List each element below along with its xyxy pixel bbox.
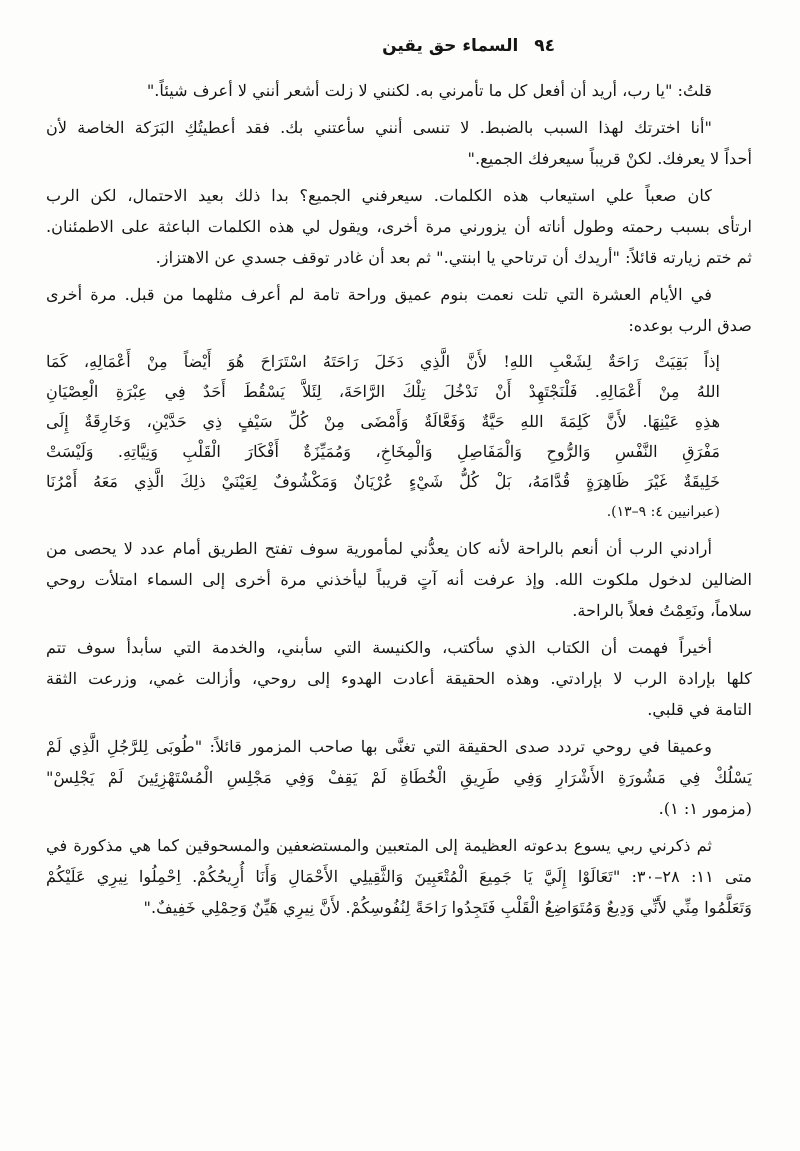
- scripture-reference: (عبرانيين ٤: ٩–١٣).: [606, 504, 720, 520]
- page-body: [46, 75, 752, 929]
- text-line: الضالين لدخول ملكوت الله. وإذ عرفت أنه آتٍ قريباً ليأخذني مرة أخرى إلى السماء امتلأت روحي: [46, 570, 752, 589]
- page-number: ٩٤: [534, 36, 555, 56]
- scripture-quote: [46, 347, 752, 527]
- text-line: "أنا اخترتك لهذا السبب بالضبط. لا تنسى أنني سأعتني بك. فقد أعطيتُكِ البَرَكة الخاصة لأن: [46, 118, 712, 137]
- text-line: سلاماً، ونَعِمْتُ فعلاً بالراحة.: [572, 601, 752, 620]
- text-line: ثم ختم زيارته قائلاً: "أريدك أن ترتاحي يا ابنتي." ثم بعد أن غادر توقف جسدي عن الاهتزاز.: [155, 248, 752, 267]
- paragraph: [46, 830, 752, 923]
- quote-line: خَلِيقَةٌ غَيْرَ ظَاهِرَةٍ قُدَّامَهُ، بَلْ كُلُّ شَيْءٍ عُرْيَانٌ وَمَكْشُوفٌ لِعَيْنَيْ ذلِكَ الَّذِي مَعَهُ أَمْرُنَا: [46, 472, 720, 491]
- paragraph: [46, 112, 752, 174]
- text-line: التامة في قلبي.: [647, 700, 752, 719]
- text-line: كان صعباً علي استيعاب هذه الكلمات. سيعرفني الجميع؟ بدا ذلك بعيد الاحتمال، لكن الرب: [46, 186, 712, 205]
- paragraph: [46, 632, 752, 725]
- text-line: متى ١١: ٢٨–٣٠: "تَعَالَوْا إِلَيَّ يَا جَمِيعَ الْمُتْعَبِينَ وَالثَّقِيلِي الأَحْمَالِ وَأَنَا أُرِيحُكُمْ. اِحْمِلُوا نِيرِي عَلَيْكُمْ: [46, 867, 752, 886]
- paragraph: [46, 533, 752, 626]
- running-title: السماء حق يقين: [382, 36, 519, 56]
- text-line: صدق الرب بوعده:: [628, 316, 752, 335]
- text-line: (مزمور ١: ١).: [658, 799, 752, 818]
- text-line: أرادني الرب أن أنعم بالراحة لأنه كان يعدُّني لمأمورية سوف تفتح الطريق أمام عدد لا يحصى من: [46, 539, 712, 558]
- text-line: أخيراً فهمت أن الكتاب الذي سأكتب، والكنيسة التي سأبني، والخدمة التي سأبدأ سوف تتم: [46, 638, 712, 657]
- page-header: [0, 36, 555, 56]
- text-line: ثم ذكرني ربي يسوع بدعوته العظيمة إلى المتعبين والمستضعفين والمسحوقين كما هي مذكورة في: [46, 836, 712, 855]
- quote-line: إذاً بَقِيَتْ رَاحَةٌ لِشَعْبِ اللهِ! لأَنَّ الَّذِي دَخَلَ رَاحَتَهُ اسْتَرَاحَ هُوَ أَيْضاً مِنْ أَعْمَالِهِ، كَمَا: [46, 352, 720, 371]
- paragraph: [46, 180, 752, 273]
- text-line: في الأيام العشرة التي تلت نعمت بنوم عميق وراحة تامة لم أعرف مثلهما من قبل. مرة أخرى: [46, 285, 712, 304]
- text-line: أحداً لا يعرفك. لكنْ قريباً سيعرفك الجميع.": [467, 149, 752, 168]
- text-line: وعميقا في روحي تردد صدى الحقيقة التي تغنَّى بها صاحب المزمور قائلاً: "طُوبَى لِلرَّجُلِ الَّذِي لَمْ: [46, 737, 712, 756]
- text-line: ارتأى بسبب رحمته وطول أناته أن يزورني مرة أخرى، ويقول لي هذه الكلمات الباعثة على الاطمئنان.: [46, 217, 752, 236]
- text-line: يَسْلُكْ فِي مَشُورَةِ الأَشْرَارِ وَفِي طَرِيقِ الْخُطَاةِ لَمْ يَقِفْ وَفِي مَجْلِسِ الْمُسْتَهْزِئِينَ لَمْ يَجْلِسْ": [46, 768, 752, 787]
- quote-line: مَفْرَقِ النَّفْسِ وَالرُّوحِ وَالْمَفَاصِلِ وَالْمِخَاخِ، وَمُمَيِّزَةٌ أَفْكَارَ الْقَلْبِ وَنِيَّاتِهِ. وَلَيْسَتْ: [46, 442, 720, 461]
- quote-line: هذِهِ عَيْنِهَا. لأَنَّ كَلِمَةَ اللهِ حَيَّةٌ وَفَعَّالَةٌ وَأَمْضَى مِنْ كُلِّ سَيْفٍ ذِي حَدَّيْنِ، وَخَارِقَةٌ إِلَى: [46, 412, 720, 431]
- text-line: وَتَعَلَّمُوا مِنِّي لأَنِّي وَدِيعٌ وَمُتَوَاضِعُ الْقَلْبِ فَتَجِدُوا رَاحَةً لِنُفُوسِكُمْ. لأَنَّ نِيرِي هَيِّنٌ وَحِمْلِي خَفِيفٌ.": [143, 898, 752, 917]
- paragraph: [46, 75, 752, 106]
- paragraph: [46, 731, 752, 824]
- paragraph: [46, 279, 752, 341]
- text-line: كلها بإرادة الرب لا بإرادتي. وهذه الحقيقة أعادت الهدوء إلى روحي، وأزالت غمي، وزرعت الثقة: [46, 669, 752, 688]
- quote-line: اللهُ مِنْ أَعْمَالِهِ. فَلْنَجْتَهِدْ أَنْ نَدْخُلَ تِلْكَ الرَّاحَةَ، لِئَلاَّ يَسْقُطَ أَحَدٌ فِي عِبْرَةِ الْعِصْيَانِ: [46, 382, 720, 401]
- text-line: قلتُ: "يا رب، أريد أن أفعل كل ما تأمرني به. لكنني لا زلت أشعر أنني لا أعرف شيئاً.": [146, 81, 712, 100]
